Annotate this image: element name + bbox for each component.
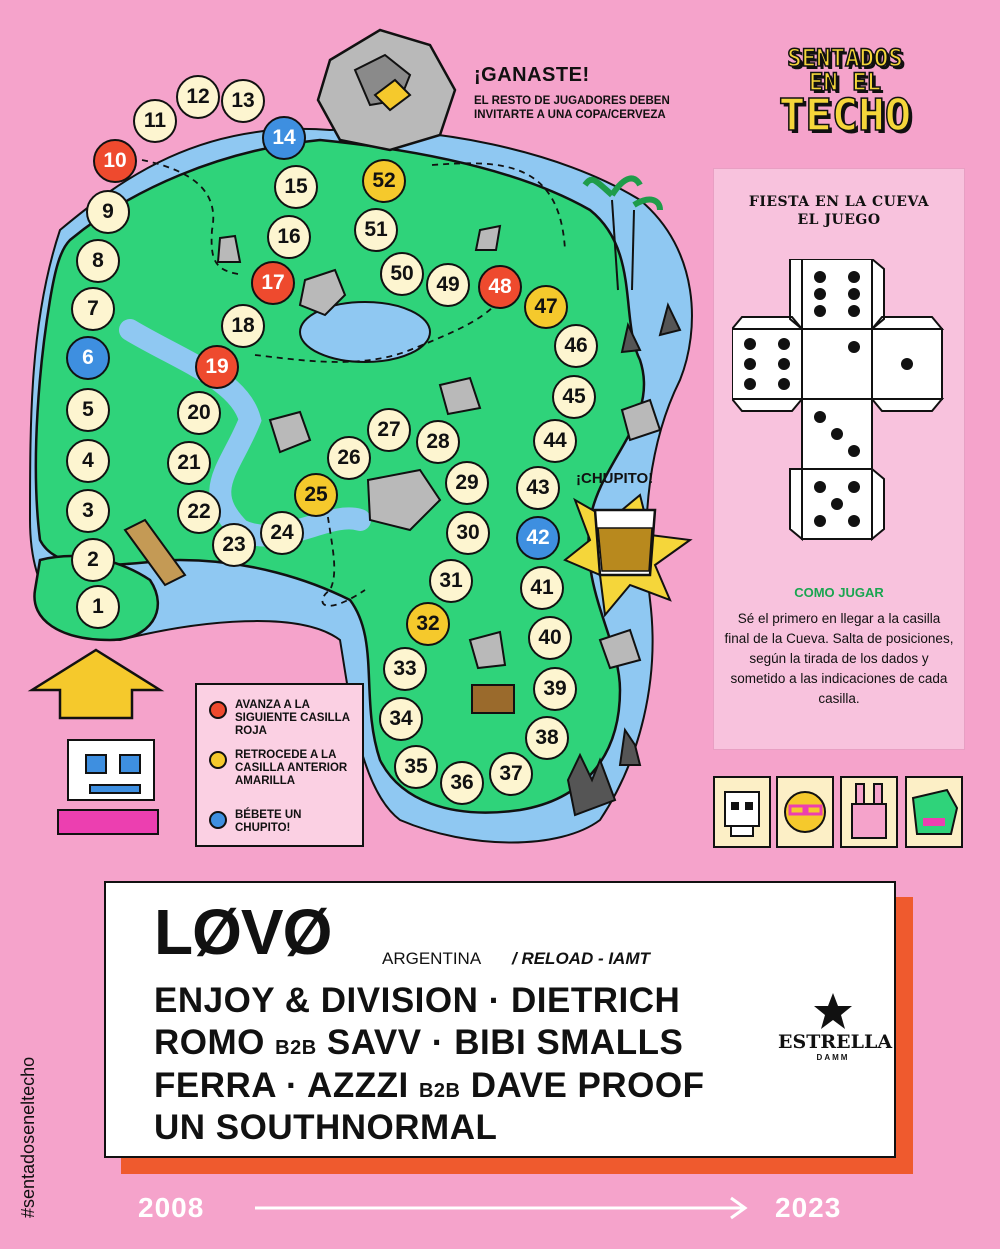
sponsor-logo (778, 1031, 893, 1062)
board-square: 22 (177, 490, 221, 534)
board-square: 44 (533, 419, 577, 463)
ganaste-text: EL RESTO DE JUGADORES DEBEN INVITARTE A UNA COPA/CERVEZA (474, 95, 670, 121)
yellow-face-token-icon (776, 776, 834, 848)
board-square: 17 (251, 261, 295, 305)
chupito-label: ¡CHUPITO! (576, 470, 654, 487)
treasure-chest (472, 685, 514, 713)
board-square: 51 (354, 208, 398, 252)
lineup-line-3 (154, 1066, 705, 1106)
board-square: 2 (71, 538, 115, 582)
como-jugar-title: COMO JUGAR (794, 585, 884, 600)
board-square: 11 (133, 99, 177, 143)
year-end: 2023 (775, 1192, 842, 1223)
dice-net (732, 259, 952, 549)
board-square: 50 (380, 252, 424, 296)
board-square: 19 (195, 345, 239, 389)
board-square: 24 (260, 511, 304, 555)
board-square: 35 (394, 745, 438, 789)
board-square: 27 (367, 408, 411, 452)
lineup-box (104, 881, 896, 1158)
cave-rocks (318, 30, 455, 150)
board-square: 26 (327, 436, 371, 480)
board-square: 31 (429, 559, 473, 603)
legend-text: BÉBETE UN CHUPITO! (235, 809, 302, 834)
start-arrow (32, 650, 160, 718)
ganaste-title: ¡GANASTE! (474, 64, 590, 86)
board-square: 41 (520, 566, 564, 610)
board-square: 20 (177, 391, 221, 435)
board-square: 13 (221, 79, 265, 123)
board-square: 37 (489, 752, 533, 796)
board-square: 23 (212, 523, 256, 567)
legend-item-red (209, 699, 350, 738)
lineup-line-4: UN SOUTHNORMAL (154, 1108, 498, 1147)
board-square: 32 (406, 602, 450, 646)
b2b-tag: B2B (275, 1037, 317, 1059)
logo (760, 44, 930, 141)
artist: ROMO (154, 1023, 265, 1062)
rules-panel (713, 168, 965, 750)
timeline-arrow-icon (255, 1196, 755, 1220)
headliner: LØVØ (154, 896, 332, 968)
dino-token-icon (905, 776, 963, 848)
board-square: 38 (525, 716, 569, 760)
lineup-line-2 (154, 1023, 683, 1063)
logo-line1: SENTADOS (787, 44, 903, 72)
yellow-dot-icon (209, 751, 227, 769)
board-square: 25 (294, 473, 338, 517)
board-square: 4 (66, 439, 110, 483)
board-square: 52 (362, 159, 406, 203)
board-square: 48 (478, 265, 522, 309)
panel-title: FIESTA EN LA CUEVA EL JUEGO (748, 194, 930, 228)
board-square: 46 (554, 324, 598, 368)
b2b-tag: B2B (418, 1080, 461, 1102)
legend-text: AVANZA A LA SIGUIENTE CASILLA ROJA (235, 699, 350, 737)
board-square: 14 (262, 116, 306, 160)
bunny-token-icon (840, 776, 898, 848)
board-square: 21 (167, 441, 211, 485)
headliner-labels: / RELOAD - IAMT (512, 949, 650, 968)
board-square: 7 (71, 287, 115, 331)
year-start: 2008 (138, 1192, 205, 1223)
board-square: 36 (440, 761, 484, 805)
board-square: 40 (528, 616, 572, 660)
board-square: 16 (267, 215, 311, 259)
board-square: 34 (379, 697, 423, 741)
board-square: 42 (516, 516, 560, 560)
board-square: 45 (552, 375, 596, 419)
board-square: 3 (66, 489, 110, 533)
legend-text: RETROCEDE A LA CASILLA ANTERIOR AMARILLA (235, 749, 348, 787)
board-square: 12 (176, 75, 220, 119)
star-icon (813, 991, 853, 1031)
board-square: 28 (416, 420, 460, 464)
blue-dot-icon (209, 811, 227, 829)
legend (195, 683, 364, 847)
skull-character (58, 740, 158, 834)
board-square: 9 (86, 190, 130, 234)
board-square: 1 (76, 585, 120, 629)
como-jugar-text: Sé el primero en llegar a la casilla final de la Cueva. Salta de posiciones, según la tirada de los dados y sometido a las indicaciones de cada casilla. (724, 611, 954, 706)
board-square: 30 (446, 511, 490, 555)
board-square: 47 (524, 285, 568, 329)
board-square: 33 (383, 647, 427, 691)
board-square: 6 (66, 336, 110, 380)
board-square: 29 (445, 461, 489, 505)
board-square: 18 (221, 304, 265, 348)
sponsor-name: ESTRELLA (778, 1031, 893, 1053)
board-square: 8 (76, 239, 120, 283)
board-square: 49 (426, 263, 470, 307)
board-square: 43 (516, 466, 560, 510)
board-square: 39 (533, 667, 577, 711)
board-square: 5 (66, 388, 110, 432)
logo-line3: TECHO (778, 90, 912, 141)
legend-item-yellow (209, 749, 350, 788)
artist: FERRA · AZZZI (154, 1066, 409, 1105)
lineup-line-1: ENJOY & DIVISION · DIETRICH (154, 981, 681, 1020)
artist: DAVE PROOF (470, 1066, 705, 1105)
legend-item-blue (209, 809, 350, 835)
sponsor-sub: DAMM (816, 1053, 850, 1062)
board-square: 10 (93, 139, 137, 183)
skull-token-icon (713, 776, 771, 848)
hashtag: #sentadoseneltecho (18, 1056, 38, 1218)
artist: SAVV · BIBI SMALLS (326, 1023, 684, 1062)
board-square: 15 (274, 165, 318, 209)
logo-line2: EN EL (808, 68, 882, 96)
headliner-origin: ARGENTINA (382, 949, 482, 968)
red-dot-icon (209, 701, 227, 719)
